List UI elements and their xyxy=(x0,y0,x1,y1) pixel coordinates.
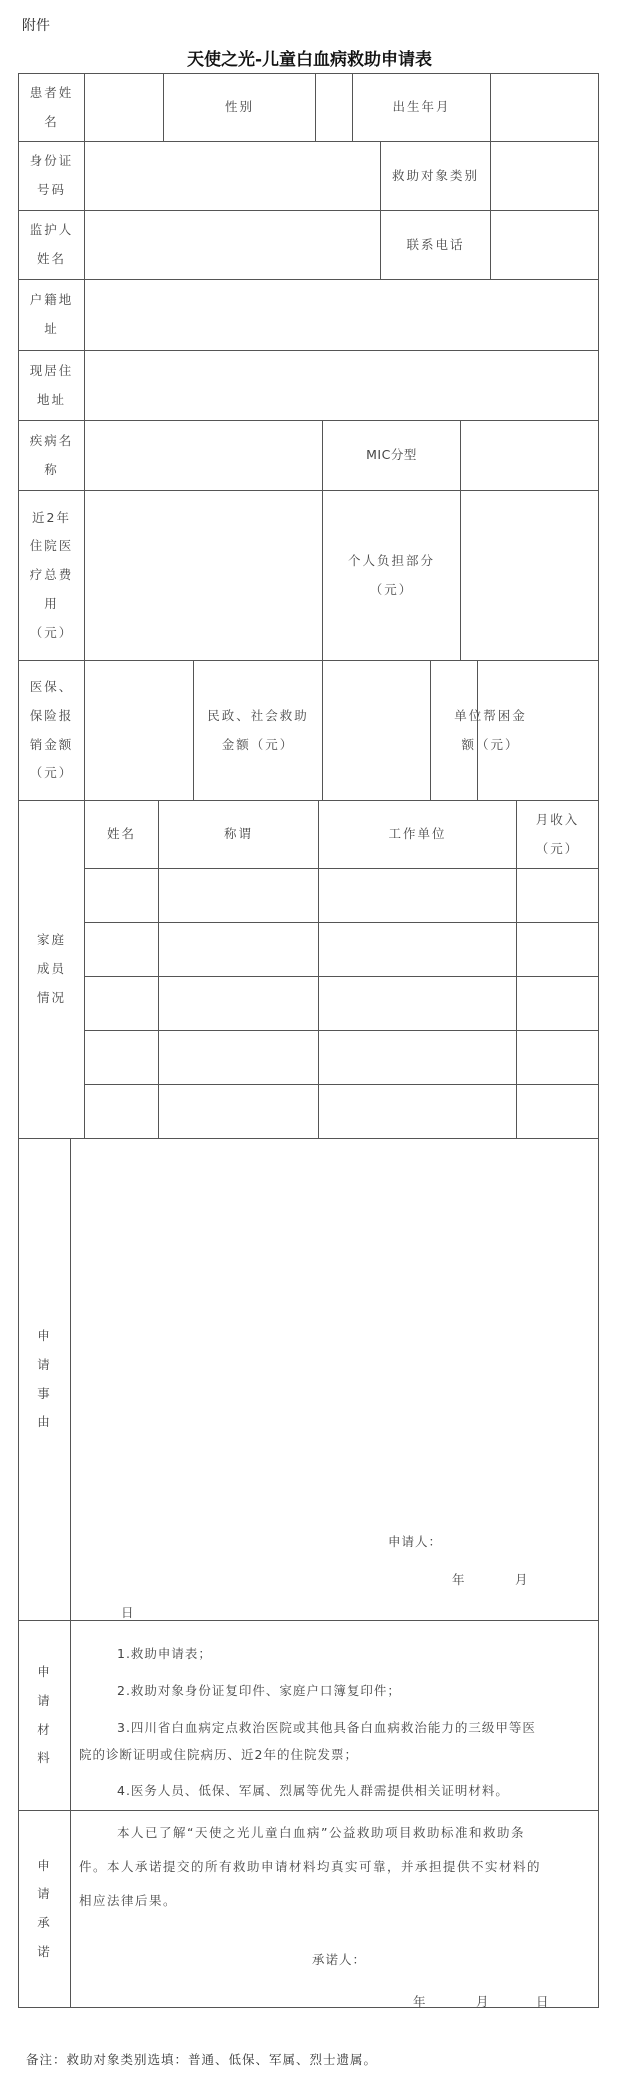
disease-name-label: 疾病名称 xyxy=(29,432,74,477)
insurance-reimbursement-field[interactable] xyxy=(85,661,193,800)
table-row[interactable] xyxy=(85,923,598,976)
footnote: 备注：救助对象类别选填：普通、低保、军属、烈士遗属。 xyxy=(26,2052,378,2067)
household-address-label: 户籍地址 xyxy=(29,292,74,336)
promise-text-line: 件。本人承诺提交的所有救助申请材料均真实可靠，并承担提供不实材料的 xyxy=(79,1859,542,1874)
unit-aid-label: 单位帮困金额（元） xyxy=(454,707,527,752)
birth-field[interactable] xyxy=(491,74,598,141)
patient-name-field[interactable] xyxy=(85,74,163,141)
family-header-workplace: 工作单位 xyxy=(388,826,447,842)
total-medical-cost-label: 近2年住院医疗总费用（元） xyxy=(29,509,74,640)
family-members-label: 家庭成员情况 xyxy=(36,932,66,1005)
id-number-field[interactable] xyxy=(85,142,380,210)
family-header-income: 月收入（元） xyxy=(535,811,580,856)
materials-item: 院的诊断证明或住院病历、近2年的住院发票； xyxy=(79,1747,358,1762)
reason-label: 申请事由 xyxy=(37,1328,52,1430)
form-title: 天使之光-儿童白血病救助申请表 xyxy=(186,50,433,70)
promise-year-label: 年 xyxy=(413,1994,426,2009)
residence-address-label: 现居住地址 xyxy=(29,362,74,407)
total-medical-cost-field[interactable] xyxy=(85,491,322,660)
applicant-label: 申请人： xyxy=(388,1534,443,1549)
aid-category-field[interactable] xyxy=(491,142,598,210)
household-address-field[interactable] xyxy=(85,280,598,350)
table-row[interactable] xyxy=(85,977,598,1030)
disease-name-field[interactable] xyxy=(85,421,322,490)
unit-aid-field[interactable] xyxy=(552,661,598,800)
promiser-label: 承诺人： xyxy=(312,1952,367,1967)
phone-field[interactable] xyxy=(491,211,598,279)
insurance-reimbursement-label: 医保、保险报销金额（元） xyxy=(29,679,74,781)
aid-category-label: 救助对象类别 xyxy=(391,167,479,183)
patient-name-label: 患者姓名 xyxy=(29,84,74,129)
table-row[interactable] xyxy=(85,1085,598,1138)
personal-burden-label: 个人负担部分（元） xyxy=(347,552,435,597)
materials-item: 3.四川省白血病定点救治医院或其他具备白血病救治能力的三级甲等医 xyxy=(117,1720,536,1735)
phone-label: 联系电话 xyxy=(406,236,465,252)
civil-aid-label: 民政、社会救助金额（元） xyxy=(207,707,309,752)
materials-item: 2.救助对象身份证复印件、家庭户口簿复印件； xyxy=(117,1683,401,1698)
family-header-relation: 称谓 xyxy=(223,826,253,842)
guardian-name-field[interactable] xyxy=(85,211,380,279)
materials-item: 1.救助申请表； xyxy=(117,1646,212,1661)
promise-day-label: 日 xyxy=(536,1994,549,2009)
reason-field[interactable] xyxy=(71,1139,598,1620)
civil-aid-field[interactable] xyxy=(323,661,430,800)
reason-day-label: 日 xyxy=(121,1605,134,1620)
mic-type-label: MIC分型 xyxy=(366,447,417,463)
reason-month-label: 月 xyxy=(515,1572,528,1587)
family-header-name: 姓名 xyxy=(106,826,136,842)
table-row[interactable] xyxy=(85,1031,598,1084)
promise-text-line: 相应法律后果。 xyxy=(79,1893,178,1908)
materials-label: 申请材料 xyxy=(37,1664,52,1766)
materials-item: 4.医务人员、低保、军属、烈属等优先人群需提供相关证明材料。 xyxy=(117,1783,509,1798)
table-row[interactable] xyxy=(85,869,598,922)
mic-type-field[interactable] xyxy=(461,421,598,490)
promise-month-label: 月 xyxy=(476,1994,489,2009)
guardian-name-label: 监护人姓名 xyxy=(29,222,74,266)
personal-burden-field[interactable] xyxy=(461,491,598,660)
reason-year-label: 年 xyxy=(452,1572,465,1587)
promise-label: 申请承诺 xyxy=(37,1857,52,1959)
attachment-label: 附件 xyxy=(22,18,50,34)
gender-label: 性别 xyxy=(224,99,254,115)
id-number-label: 身份证号码 xyxy=(29,153,74,197)
birth-label: 出生年月 xyxy=(392,99,451,115)
residence-address-field[interactable] xyxy=(85,351,598,420)
promise-text-line: 本人已了解“天使之光儿童白血病”公益救助项目救助标准和救助条 xyxy=(117,1825,525,1840)
gender-field[interactable] xyxy=(316,74,352,141)
